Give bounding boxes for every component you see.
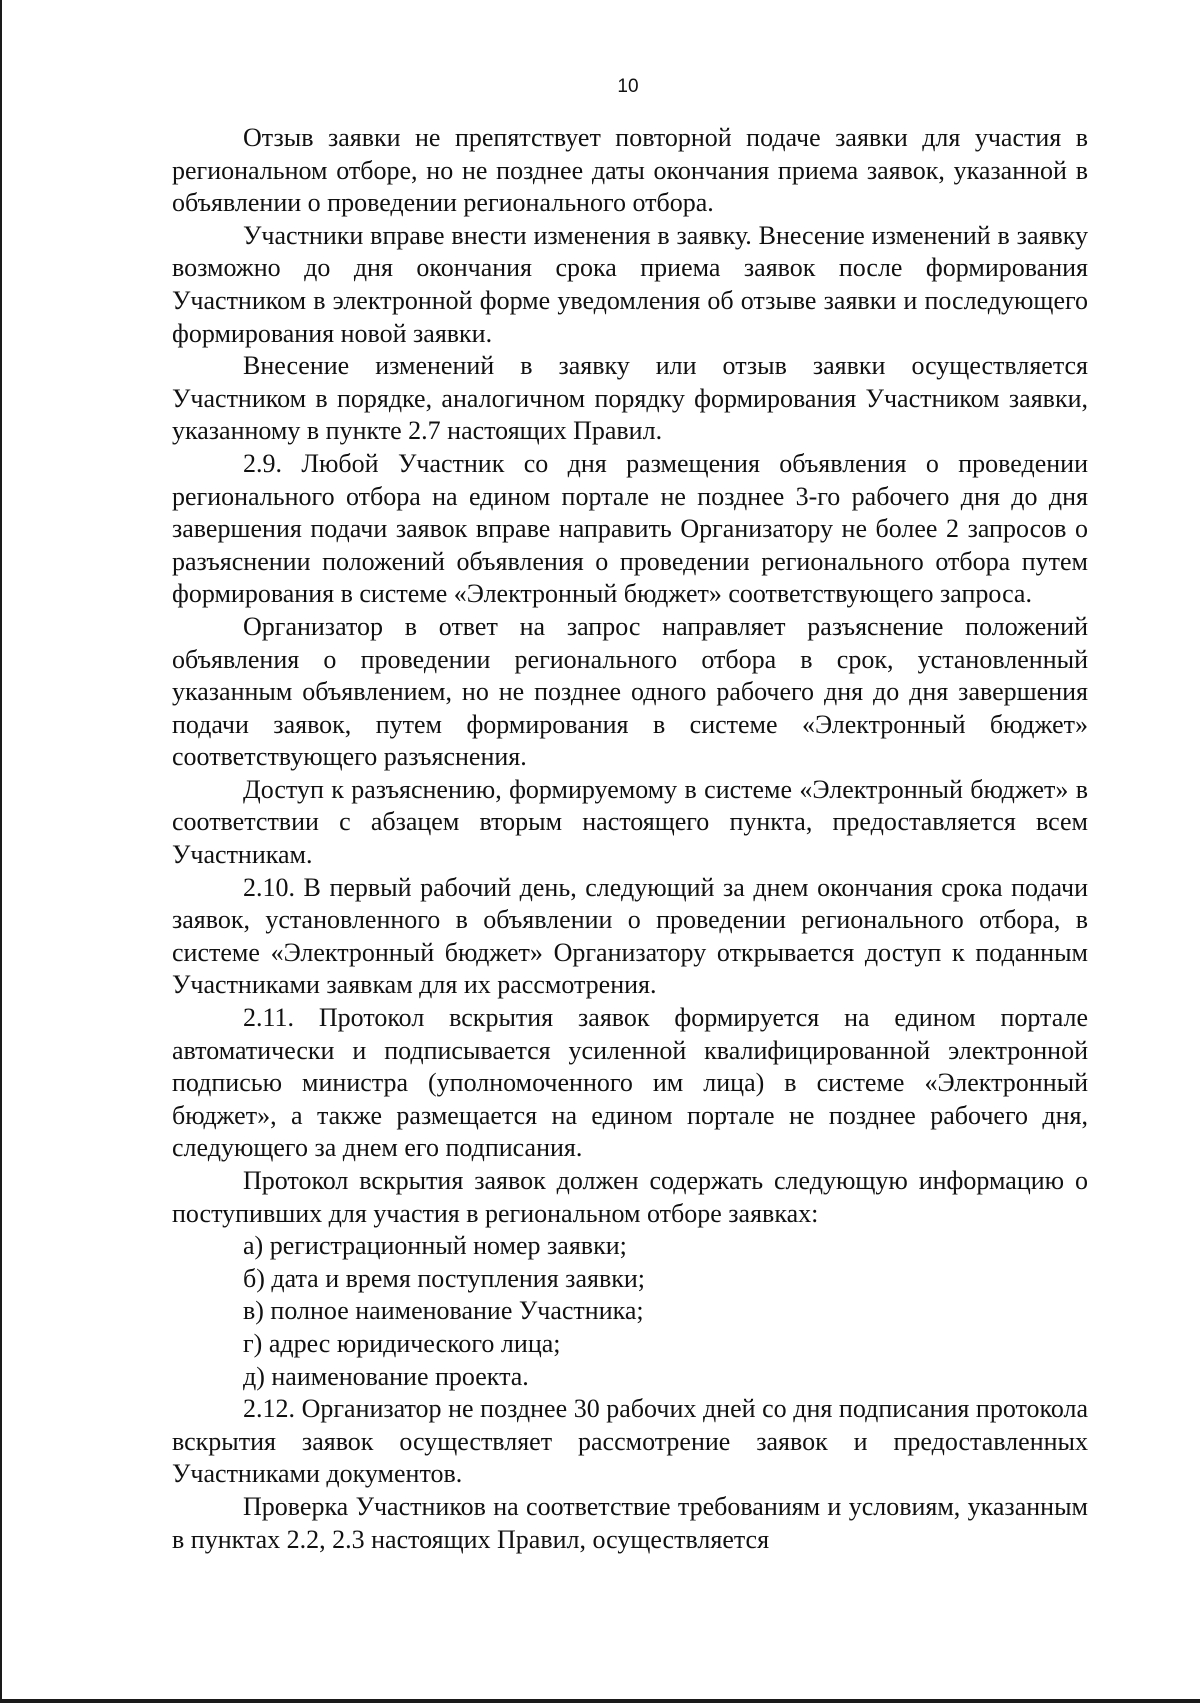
list-item: б) дата и время поступления заявки;	[243, 1263, 645, 1293]
paragraph-clause-2-11: 2.11. Протокол вскрытия заявок формируется на едином портале автоматически и подписывается усиленной квалифицированной электронной подписью министра (уполномоченного им лица) в системе «Электронный бюджет», а также размещается на едином портале не позднее рабочего дня, следующего за днем его подписания.	[172, 1003, 1088, 1163]
paragraph-changes: Участники вправе внести изменения в заявку. Внесение изменений в заявку возможно до дня окончания срока приема заявок после формирования Участником в электронной форме уведомления об отзыве заявки и последующего формирования новой заявки.	[172, 220, 1088, 348]
scan-left-edge	[0, 0, 2, 1703]
paragraph-clause-2-12: 2.12. Организатор не позднее 30 рабочих дней со дня подписания протокола вскрытия заявок осуществляет рассмотрение заявок и предоставленных Участниками документов.	[172, 1394, 1088, 1489]
paragraph-withdrawal: Отзыв заявки не препятствует повторной подаче заявки для участия в региональном отборе, но не позднее даты окончания приема заявок, указанной в объявлении о проведении регионального отбора.	[172, 123, 1088, 218]
page-number: 10	[617, 76, 639, 97]
list-item: в) полное наименование Участника;	[243, 1296, 644, 1326]
paragraph-clause-2-10: 2.10. В первый рабочий день, следующий за днем окончания срока подачи заявок, установленного в объявлении о проведении регионального отбора, в системе «Электронный бюджет» Организатору открывается доступ к поданным Участниками заявкам для их рассмотрения.	[172, 872, 1088, 1000]
list-item: д) наименование проекта.	[243, 1361, 529, 1391]
paragraph-organizer-response: Организатор в ответ на запрос направляет разъяснение положений объявления о проведении регионального отбора в срок, установленный указанным объявлением, но не позднее одного рабочего дня до дня завершения подачи заявок, путем формирования в системе «Электронный бюджет» соответствующего разъяснения.	[172, 611, 1088, 772]
document-body	[172, 122, 1088, 1556]
paragraph-verification: Проверка Участников на соответствие требованиям и условиям, указанным в пунктах 2.2, 2.3 настоящих Правил, осуществляется	[172, 1491, 1088, 1554]
scan-bottom-edge	[0, 1699, 1200, 1703]
paragraph-clause-2-9: 2.9. Любой Участник со дня размещения объявления о проведении регионального отбора на едином портале не позднее 3-го рабочего дня до дня завершения подачи заявок вправе направить Организатору не более 2 запросов о разъяснении положений объявления о проведении регионального отбора путем формирования в системе «Электронный бюджет» соответствующего запроса.	[172, 448, 1088, 609]
list-item: а) регистрационный номер заявки;	[243, 1231, 627, 1261]
list-item: г) адрес юридического лица;	[243, 1328, 561, 1358]
paragraph-changes-procedure: Внесение изменений в заявку или отзыв заявки осуществляется Участником в порядке, аналогичном порядку формирования Участником заявки, указанному в пункте 2.7 настоящих Правил.	[172, 351, 1088, 446]
paragraph-protocol-contents: Протокол вскрытия заявок должен содержать следующую информацию о поступивших для участия в региональном отборе заявках:	[172, 1166, 1088, 1228]
paragraph-access: Доступ к разъяснению, формируемому в системе «Электронный бюджет» в соответствии с абзацем вторым настоящего пункта, предоставляется всем Участникам.	[172, 774, 1088, 870]
